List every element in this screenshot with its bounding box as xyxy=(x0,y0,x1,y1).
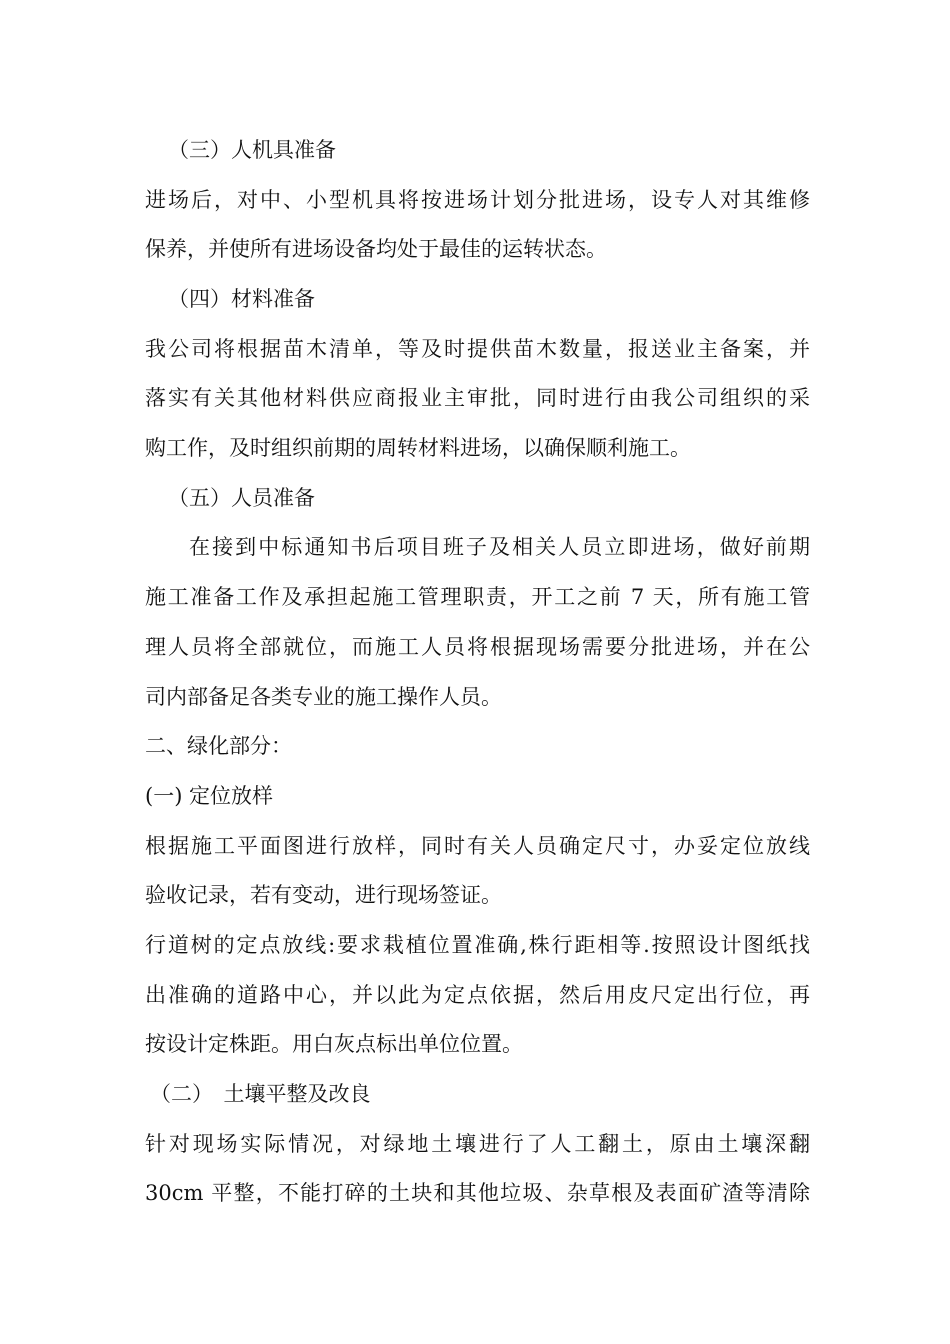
section-heading-personnel: （五）人员准备 xyxy=(168,486,315,510)
paragraph-line: 施工准备工作及承担起施工管理职责，开工之前 7 天，所有施工管 xyxy=(145,585,810,609)
paragraph-line: 按设计定株距。用白灰点标出单位位置。 xyxy=(145,1032,523,1056)
paragraph-line: 根据施工平面图进行放样，同时有关人员确定尺寸，办妥定位放线 xyxy=(145,834,810,858)
section-heading-materials: （四）材料准备 xyxy=(168,287,315,311)
paragraph-line: 进场后，对中、小型机具将按进场计划分批进场，设专人对其维修 xyxy=(145,188,810,212)
paragraph-line: 我公司将根据苗木清单，等及时提供苗木数量，报送业主备案，并 xyxy=(145,337,810,361)
paragraph-line: 落实有关其他材料供应商报业主审批，同时进行由我公司组织的采 xyxy=(145,386,810,410)
paragraph-line: 行道树的定点放线:要求栽植位置准确,株行距相等.按照设计图纸找 xyxy=(145,933,810,957)
paragraph-line: 30cm 平整，不能打碎的土块和其他垃圾、杂草根及表面矿渣等清除 xyxy=(145,1181,810,1205)
part-heading-greening: 二、绿化部分： xyxy=(145,734,292,758)
section-heading-machinery: （三）人机具准备 xyxy=(168,138,336,162)
paragraph-line: 保养，并使所有进场设备均处于最佳的运转状态。 xyxy=(145,237,607,261)
section-heading-positioning: (一) 定位放样 xyxy=(145,784,274,808)
paragraph-line: 理人员将全部就位，而施工人员将根据现场需要分批进场，并在公 xyxy=(145,635,810,659)
paragraph-line: 在接到中标通知书后项目班子及相关人员立即进场，做好前期 xyxy=(189,535,810,559)
paragraph-line: 司内部备足各类专业的施工操作人员。 xyxy=(145,685,502,709)
paragraph-line: 针对现场实际情况，对绿地土壤进行了人工翻土，原由土壤深翻 xyxy=(145,1132,810,1156)
paragraph-line: 购工作，及时组织前期的周转材料进场，以确保顺利施工。 xyxy=(145,436,691,460)
paragraph-line: 出准确的道路中心，并以此为定点依据，然后用皮尺定出行位，再 xyxy=(145,983,810,1007)
paragraph-line: 验收记录，若有变动，进行现场签证。 xyxy=(145,883,502,907)
section-heading-soil: （二） 土壤平整及改良 xyxy=(150,1082,371,1106)
